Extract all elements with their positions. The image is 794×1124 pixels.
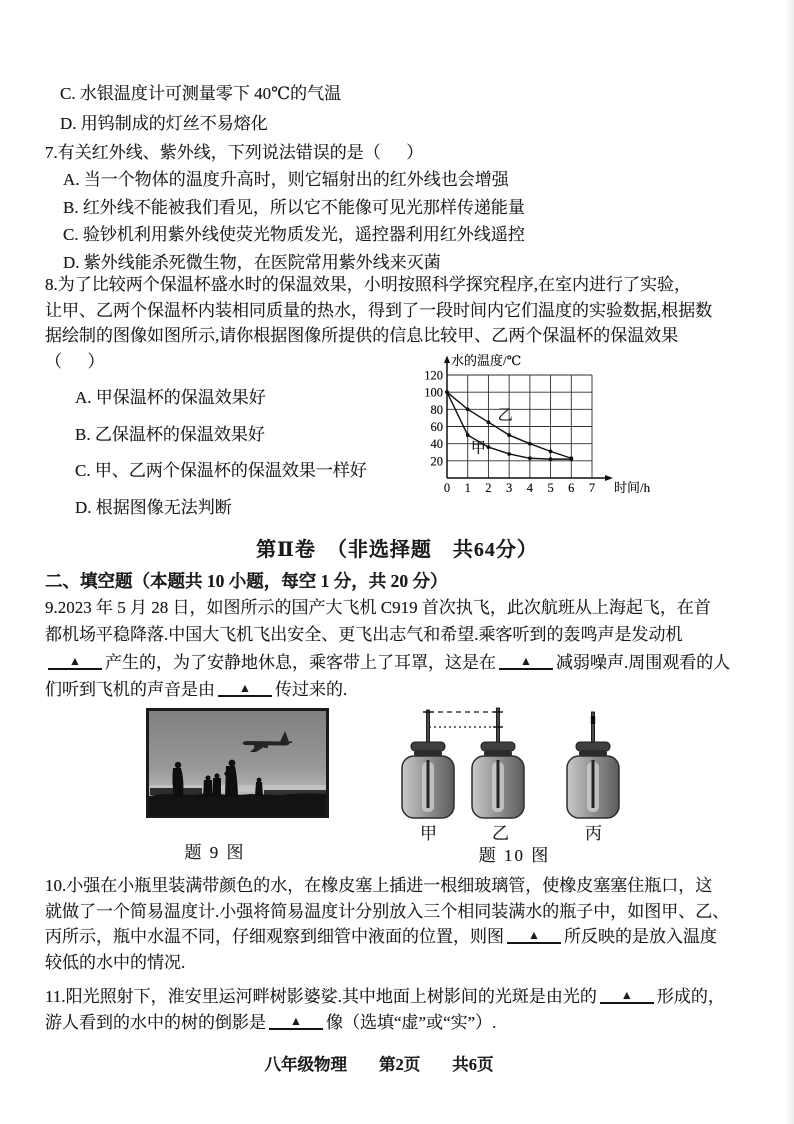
text-segment: （ ） [45, 351, 105, 371]
footer-page-number: 第2页 [379, 1055, 421, 1074]
text-segment: 形成的， [656, 987, 725, 1006]
text-line [75, 380, 367, 417]
text-segment: 所反映的是放入温度 [564, 927, 717, 947]
q10-text [45, 873, 729, 976]
answer-blank: ▲ [499, 653, 553, 670]
text-line [60, 109, 341, 139]
text-segment: 9.2023 年 5 月 28 日，如图所示的国产大飞机 C919 首次执飞，此次航班从上海起飞，在首 [45, 598, 711, 617]
fig9-caption: 题 9 图 [184, 843, 246, 862]
text-segment: 较低的水中的情况. [45, 953, 186, 973]
text-line [63, 194, 525, 222]
svg-text:3: 3 [506, 481, 513, 495]
text-segment: C. 甲、乙两个保温杯的保温效果一样好 [75, 461, 367, 480]
text-line [45, 323, 712, 349]
text-segment: A. 甲保温杯的保温效果好 [75, 388, 266, 407]
page-footer [0, 1051, 776, 1075]
footer-total-pages: 共6页 [452, 1055, 494, 1074]
text-line [45, 950, 729, 976]
bottle-label-jia: 甲 [420, 824, 437, 843]
svg-text:7: 7 [588, 481, 596, 495]
bottle-jia [402, 710, 454, 818]
answer-blank: ▲ [218, 680, 272, 697]
q8-options [75, 380, 367, 526]
q8-cooling-chart [410, 352, 660, 507]
airplane-photo [146, 708, 329, 818]
text-line [45, 298, 712, 324]
svg-text:20: 20 [430, 454, 443, 469]
text-segment: 11.阳光照射下，淮安里运河畔树影婆娑.其中地面上树影间的光斑是由光的 [45, 987, 597, 1006]
footer-course: 八年级物理 [264, 1055, 347, 1074]
text-line [45, 899, 729, 925]
text-line [45, 621, 730, 648]
thermometer-bottles-figure [398, 700, 638, 825]
text-segment: 丙所示，瓶中水温不同，仔细观察到细管中液面的位置，则图 [45, 927, 504, 947]
text-segment: C. 验钞机利用紫外线使荧光物质发光，遥控器利用红外线遥控 [63, 225, 525, 244]
answer-blank: ▲ [507, 927, 561, 944]
fig10-caption: 题 10 图 [478, 846, 551, 865]
svg-text:6: 6 [568, 481, 575, 495]
svg-text:5: 5 [547, 481, 554, 495]
text-line [45, 1010, 725, 1036]
q7-stem [45, 139, 423, 166]
text-segment: 让甲、乙两个保温杯内装相同质量的热水，得到了一段时间内它们温度的实验数据,根据数 [45, 300, 713, 320]
text-segment: 游人看到的水中的树的倒影是 [45, 1013, 266, 1032]
bottle-bing [567, 712, 619, 818]
text-segment: D. 根据图像无法判断 [75, 497, 232, 517]
text-segment: 减弱噪声.周围观看的人 [556, 652, 731, 672]
text-line [75, 417, 367, 454]
svg-text:80: 80 [430, 402, 443, 417]
fill-in-section-heading: 二、填空题（本题共 10 小题，每空 1 分，共 20 分） [45, 571, 448, 591]
series-label-乙: 乙 [497, 407, 513, 424]
text-line [63, 221, 525, 249]
text-segment: 7.有关红外线、紫外线，下列说法错误的是（ ） [45, 143, 424, 162]
text-line [45, 272, 712, 298]
text-line [45, 924, 729, 950]
bottles-svg [398, 700, 638, 825]
cooling-chart-svg [410, 352, 660, 507]
svg-text:2: 2 [485, 481, 492, 495]
text-segment: 就做了一个简易温度计.小强将简易温度计分别放入三个相同装满水的瓶子中，如图甲、乙、 [45, 901, 730, 921]
svg-text:100: 100 [424, 385, 443, 400]
text-line [45, 594, 730, 621]
series-label-甲: 甲 [470, 440, 486, 457]
text-line [45, 984, 725, 1010]
text-segment: D. 用钨制成的灯丝不易熔化 [60, 114, 268, 133]
q6-options-cd [60, 79, 341, 139]
text-line [45, 873, 729, 899]
q11-text [45, 984, 725, 1036]
chart-ylabel: 水的温度/℃ [451, 353, 522, 368]
chart-xlabel: 时间/h [614, 480, 651, 495]
level-dashed-lines [429, 712, 497, 727]
svg-text:0: 0 [443, 481, 451, 495]
svg-text:4: 4 [526, 481, 533, 495]
airplane-photo-figure [146, 708, 329, 818]
text-segment: D. 紫外线能杀死微生物，在医院常用紫外线来灭菌 [63, 252, 441, 272]
svg-text:120: 120 [424, 368, 443, 383]
text-segment: 产生的，为了安静地休息，乘客带上了耳罩，这是在 [105, 652, 496, 672]
text-segment: 像（选填“虚”或“实”）. [326, 1013, 497, 1032]
text-segment: 都机场平稳降落.中国大飞机飞出安全、更飞出志气和希望.乘客听到的轰鸣声是发动机 [45, 625, 683, 645]
svg-text:60: 60 [430, 420, 443, 434]
text-line [45, 649, 730, 676]
svg-text:40: 40 [430, 437, 443, 452]
answer-blank: ▲ [269, 1013, 323, 1030]
answer-blank: ▲ [48, 653, 102, 670]
text-line [60, 79, 341, 109]
q9-text [45, 594, 730, 703]
text-line [45, 139, 423, 166]
text-segment: B. 乙保温杯的保温效果好 [75, 424, 265, 444]
bottle-label-yi: 乙 [492, 824, 509, 843]
text-segment: 传过来的. [275, 679, 348, 699]
answer-blank: ▲ [600, 987, 654, 1004]
text-segment: 8.为了比较两个保温杯盛水时的保温效果，小明按照科学探究程序,在室内进行了实验， [45, 275, 691, 294]
q7-options [63, 166, 525, 276]
text-line [75, 453, 367, 490]
bottle-yi [472, 708, 524, 818]
text-segment: B. 红外线不能被我们看见，所以它不能像可见光那样传递能量 [63, 197, 525, 217]
text-segment: 据绘制的图像如图所示,请你根据图像所提供的信息比较甲、乙两个保温杯的保温效果 [45, 326, 679, 345]
part2-title: 第Ⅱ卷 （非选择题 共64分） [256, 539, 538, 561]
bottle-label-bing: 丙 [585, 824, 602, 843]
text-segment: 们听到飞机的声音是由 [45, 679, 215, 699]
text-line [63, 166, 525, 194]
text-line [75, 490, 367, 527]
text-segment: A. 当一个物体的温度升高时，则它辐射出的红外线也会增强 [63, 170, 509, 189]
svg-text:1: 1 [464, 481, 471, 495]
text-segment: C. 水银温度计可测量零下 40℃的气温 [60, 84, 342, 103]
text-segment: 10.小强在小瓶里装满带颜色的水，在橡皮塞上插进一根细玻璃管，使橡皮塞塞住瓶口，这 [45, 876, 713, 895]
